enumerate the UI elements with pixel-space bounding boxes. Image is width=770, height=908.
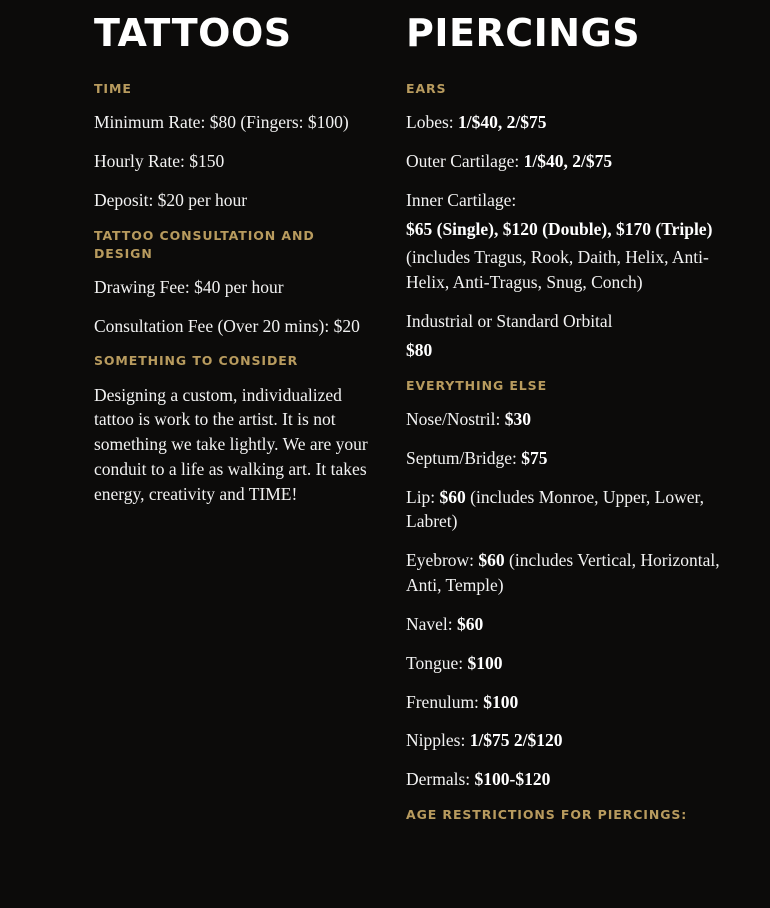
- piercing-item-dermals-label: Dermals:: [406, 769, 475, 790]
- tattoo-minimum-rate: Minimum Rate: $80 (Fingers: $100): [94, 112, 349, 133]
- piercing-item-lip-note: (includes Monroe, Upper, Lower, Labret): [406, 486, 704, 532]
- piercing-item-lip-label: Lip:: [406, 486, 440, 507]
- tattoo-hourly-rate: Hourly Rate: $150: [94, 150, 225, 171]
- piercing-industrial-price: [406, 338, 750, 363]
- tattoo-consultation-fee: Consultation Fee (Over 20 mins): $20: [94, 315, 360, 336]
- section-heading-everything-else: EVERYTHING ELSE: [406, 377, 548, 393]
- piercing-item-dermals-price: $100-$120: [474, 769, 551, 790]
- tattoo-drawing-fee: Drawing Fee: $40 per hour: [94, 276, 284, 297]
- piercing-outer-cartilage: [406, 149, 750, 174]
- piercing-item-dermals: [406, 767, 750, 792]
- piercing-item-frenulum: [406, 690, 750, 715]
- section-heading-time: TIME: [94, 80, 132, 96]
- piercing-item-tongue-price: $100: [467, 652, 503, 673]
- section-heading-consultation: TATTOO CONSULTATION AND DESIGN: [94, 227, 315, 261]
- piercing-item-navel: [406, 612, 750, 637]
- piercing-item-septum: [406, 446, 750, 471]
- piercing-item-eyebrow-price: $60: [478, 550, 505, 571]
- piercing-outer-cartilage-price: 1/$40, 2/$75: [523, 150, 613, 171]
- piercing-outer-cartilage-label: Outer Cartilage:: [406, 150, 524, 171]
- piercings-column: [398, 11, 770, 908]
- piercing-item-septum-label: Septum/Bridge:: [406, 447, 522, 468]
- piercing-industrial-price-text: $80: [406, 339, 433, 360]
- piercing-inner-cartilage-label: Inner Cartilage:: [406, 189, 517, 210]
- piercing-item-frenulum-price: $100: [483, 691, 519, 712]
- piercing-item-eyebrow-note: (includes Vertical, Horizontal, Anti, Temple): [406, 550, 720, 596]
- tattoo-deposit: Deposit: $20 per hour: [94, 189, 248, 210]
- piercing-lobes-price: 1/$40, 2/$75: [458, 112, 547, 133]
- tattoo-consider-paragraph: Designing a custom, individualized tattoo is work to the artist. It is not something we take lightly. We are your conduit to a life as walking art. It takes energy, creativity and TIME!: [94, 384, 368, 504]
- piercing-inner-cartilage-price-text: $65 (Single), $120 (Double), $170 (Triple): [406, 218, 713, 239]
- piercing-item-nose: [406, 407, 750, 432]
- tattoos-column: [0, 11, 398, 908]
- piercing-lobes: [406, 110, 750, 135]
- piercing-industrial-label: Industrial or Standard Orbital: [406, 311, 613, 332]
- piercing-inner-cartilage-note: (includes Tragus, Rook, Daith, Helix, Anti-Helix, Anti-Tragus, Snug, Conch): [406, 247, 709, 293]
- section-heading-age-restrictions: AGE RESTRICTIONS FOR PIERCINGS:: [406, 807, 688, 823]
- piercings-title: PIERCINGS: [406, 11, 641, 55]
- piercing-item-lip-price: $60: [439, 486, 466, 507]
- piercing-item-nose-price: $30: [504, 408, 531, 429]
- piercing-item-nipples-price: 1/$75 2/$120: [469, 730, 563, 751]
- tattoos-title: TATTOOS: [94, 11, 292, 55]
- section-heading-ears: EARS: [406, 80, 447, 96]
- piercing-item-nipples-label: Nipples:: [406, 730, 470, 751]
- piercing-item-lip: [406, 485, 750, 535]
- piercing-item-eyebrow-label: Eyebrow:: [406, 550, 479, 571]
- section-heading-consider: SOMETHING TO CONSIDER: [94, 353, 299, 369]
- piercing-item-nose-label: Nose/Nostril:: [406, 408, 505, 429]
- piercing-item-septum-price: $75: [521, 447, 548, 468]
- piercing-item-navel-price: $60: [457, 613, 484, 634]
- piercing-inner-cartilage-price: [406, 217, 750, 242]
- piercing-item-frenulum-label: Frenulum:: [406, 691, 484, 712]
- piercing-lobes-label: Lobes:: [406, 112, 459, 133]
- piercing-item-navel-label: Navel:: [406, 613, 458, 634]
- piercing-item-tongue-label: Tongue:: [406, 652, 468, 673]
- piercing-item-eyebrow: [406, 548, 750, 598]
- piercing-item-nipples: [406, 728, 750, 753]
- piercing-item-tongue: [406, 651, 750, 676]
